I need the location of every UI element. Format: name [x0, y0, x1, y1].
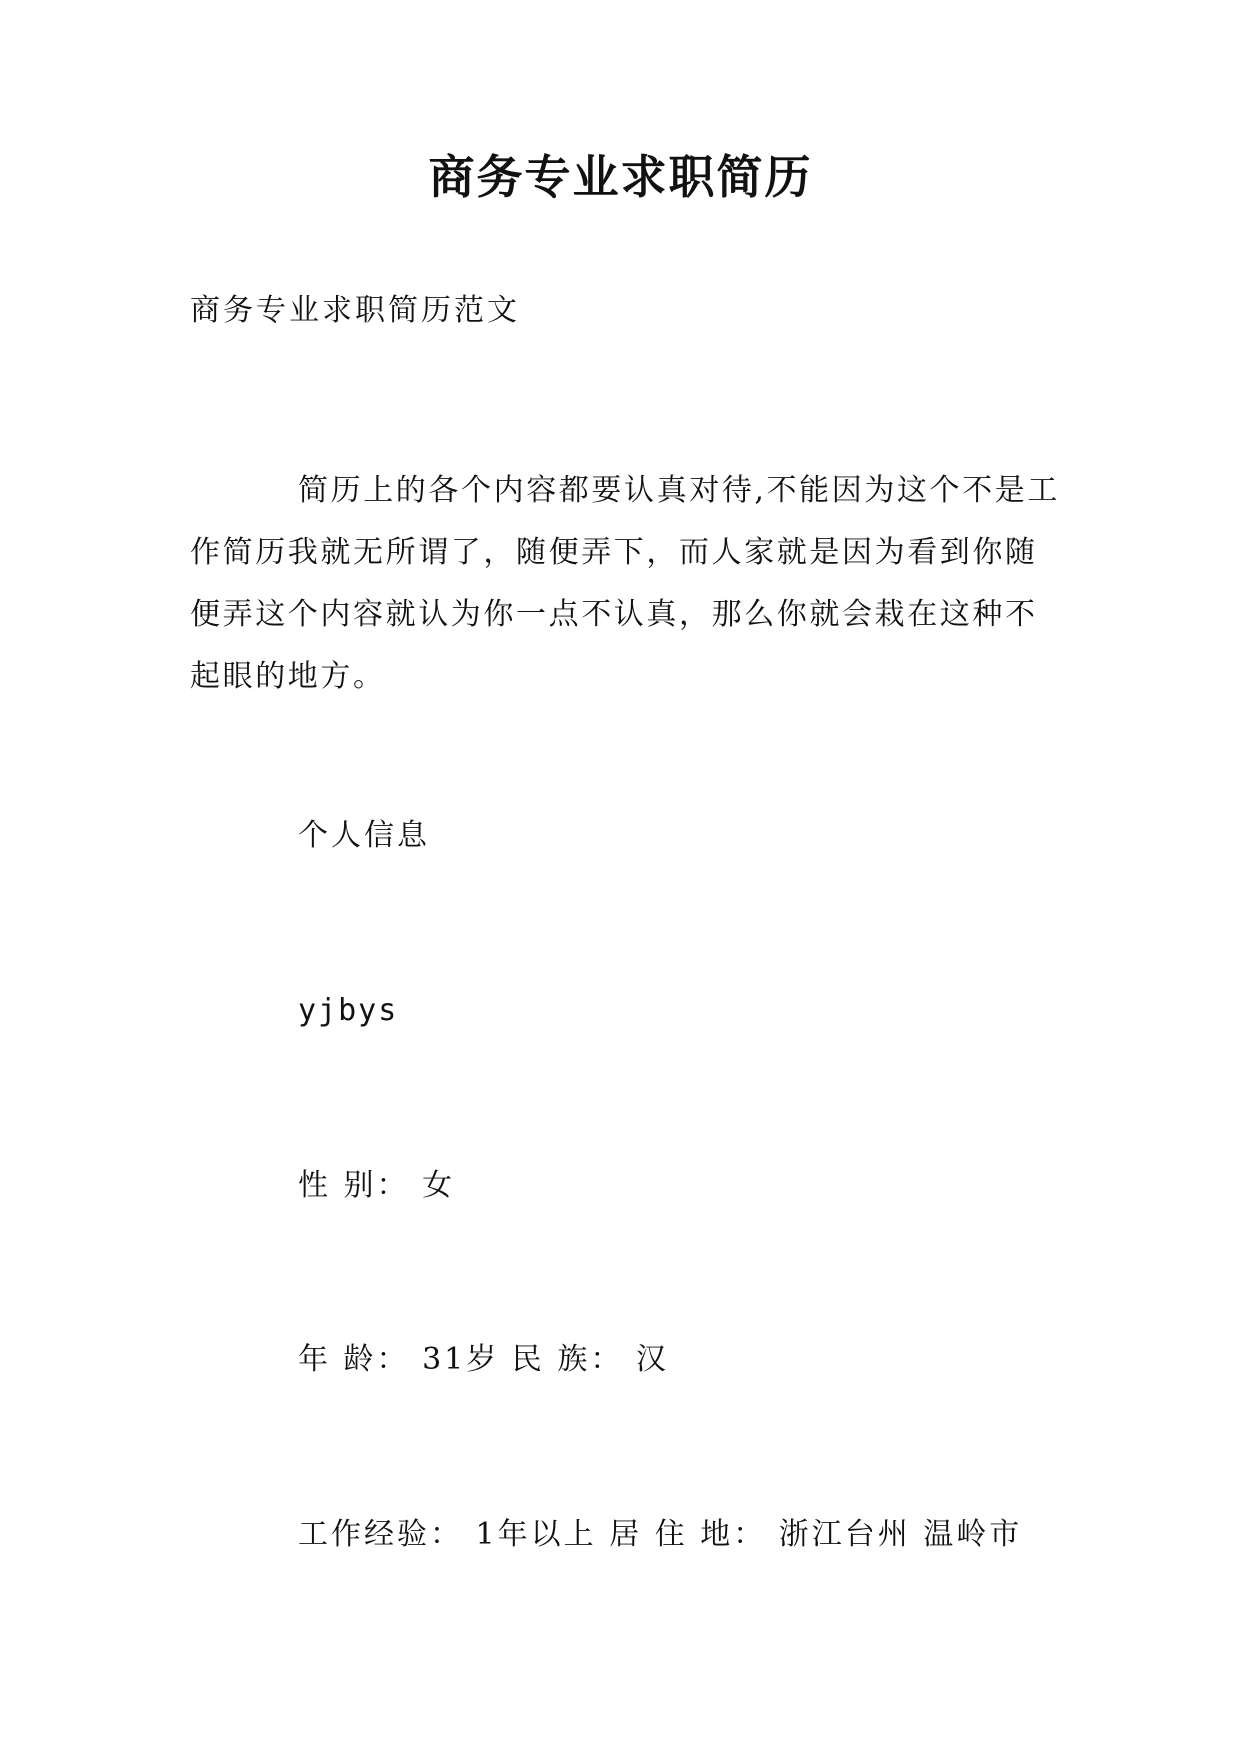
experience-residence-line: 工作经验： 1年以上 居 住 地： 浙江台州 温岭市 — [298, 1517, 1023, 1552]
age-ethnicity-line: 年 龄： 31岁 民 族： 汉 — [298, 1342, 669, 1377]
gender-line: 性 别： 女 — [298, 1168, 456, 1203]
document-title: 商务专业求职简历 — [428, 150, 813, 204]
intro-paragraph: 简历上的各个内容都要认真对待,不能因为这个不是工作简历我就无所谓了，随便弄下，而人家就是因为看到你随便弄这个内容就认为你一点不认真，那么你就会栽在这种不起眼的地方。 — [190, 473, 1060, 694]
document-subtitle: 商务专业求职简历范文 — [190, 293, 520, 328]
applicant-name: yjbys — [298, 993, 399, 1028]
section-heading-personal-info: 个人信息 — [298, 818, 430, 853]
